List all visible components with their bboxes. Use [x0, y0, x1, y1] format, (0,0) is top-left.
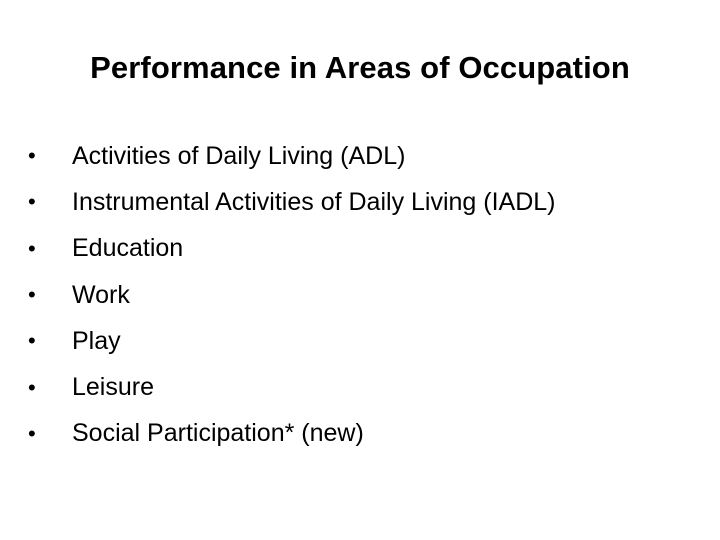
bullet-icon: • — [28, 235, 36, 261]
bullet-item — [28, 411, 556, 457]
bullet-icon: • — [28, 374, 36, 400]
bullet-icon: • — [28, 189, 36, 215]
bullet-text: Leisure — [72, 373, 154, 402]
bullet-icon: • — [28, 282, 36, 308]
bullet-icon: • — [28, 420, 36, 446]
bullet-text: Instrumental Activities of Daily Living (IADL) — [72, 187, 556, 216]
bullet-list — [28, 133, 556, 457]
bullet-text: Activities of Daily Living (ADL) — [72, 141, 406, 170]
bullet-text: Social Participation* (new) — [72, 419, 364, 448]
bullet-item — [28, 272, 556, 318]
bullet-icon: • — [28, 143, 36, 169]
bullet-icon: • — [28, 328, 36, 354]
slide-title: Performance in Areas of Occupation — [90, 50, 630, 85]
bullet-text: Play — [72, 326, 121, 355]
bullet-text: Education — [72, 234, 184, 263]
bullet-text: Work — [72, 280, 130, 309]
bullet-item — [28, 179, 556, 225]
bullet-item — [28, 226, 556, 272]
bullet-item — [28, 318, 556, 364]
bullet-item — [28, 133, 556, 179]
bullet-item — [28, 364, 556, 410]
